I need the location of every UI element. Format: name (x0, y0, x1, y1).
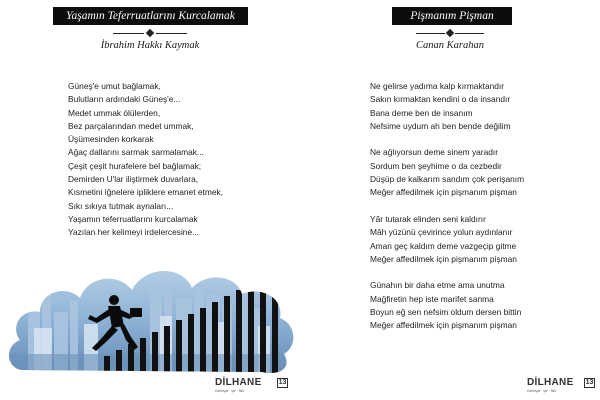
logo-brand: DİLHANE (527, 377, 574, 388)
logo-brand: DİLHANE (215, 377, 262, 388)
issue-badge: 13 (278, 379, 287, 386)
stanza (370, 279, 595, 332)
logo-tagline: edebiyat · şiir · fikir (527, 389, 557, 393)
stanza (370, 213, 595, 266)
issue-badge: 13 (585, 379, 594, 386)
poem-line: Nefsime uydum ah ben bende değilim (370, 120, 511, 131)
poem-line: Medet ummak ölülerden, (68, 107, 161, 118)
poem-line: Ne ağlıyorsun deme sinem yaradır (370, 147, 499, 158)
poem-line: Demirden U'lar iliştirmek duvarlara, (68, 174, 199, 185)
poem-line: Günahın bir daha etme ama unutma (370, 280, 505, 291)
divider-ornament-left (113, 29, 187, 37)
diamond-icon (446, 29, 454, 37)
poem-title-left: Yaşamın Teferruatlarını Kurcalamak (53, 7, 248, 25)
poem-line: Çeşit çeşit hurafelere bel bağlamak; (68, 160, 202, 171)
author-name-right: Canan Karahan (416, 40, 484, 51)
stanza (370, 146, 595, 199)
stanza (370, 80, 595, 133)
publisher-logo-right (527, 377, 597, 395)
poem-line: Meğer affedilmek için pişmanım pişman (370, 187, 517, 198)
poem-line: Mâh yüzünü çevirince yolun aydınlanır (370, 227, 513, 238)
divider-ornament-right (416, 29, 484, 37)
poem-line: Yazılan her kelimeyi irdelercesine... (68, 227, 200, 238)
poem-line: Meğer affedilmek için pişmanım pişman (370, 320, 517, 331)
poem-line: Sıkı sıkıya tutmak aynaları... (68, 200, 174, 211)
poem-line: Boyun eğ sen nefsim oldum dersen bittin (370, 307, 522, 318)
logo-tagline: edebiyat · şiir · fikir (215, 389, 245, 393)
poem-title-right: Pişmanım Pişman (392, 7, 512, 25)
poem-line: Meğer affedilmek için pişmanım pişman (370, 253, 517, 264)
poem-body-right (370, 80, 595, 346)
publisher-logo-left (215, 377, 295, 395)
poem-line: Sakın kırmaktan kendini o da insandır (370, 94, 511, 105)
author-name-left: İbrahim Hakkı Kaymak (100, 40, 200, 51)
cloud-illustration (0, 242, 300, 382)
poem-line: Bulutların ardındaki Güneş'e... (68, 94, 181, 105)
poem-line: Üşümesinden korkarak (68, 134, 154, 145)
poem-line: Bana deme ben de insanım (370, 107, 473, 118)
poem-line: Yaşamın teferruatlarını kurcalamak (68, 213, 198, 224)
poem-body-left (68, 80, 293, 240)
poem-line: Sordum ben şeyhime o da cezbedir (370, 160, 502, 171)
poem-line: Ağaç dallarını sarmak sarmalamak... (68, 147, 204, 158)
diamond-icon (146, 29, 154, 37)
poem-line: Aman geç kaldım deme vazgeçip gitme (370, 240, 517, 251)
poem-line: Mağfiretin hep iste marifet sanma (370, 293, 494, 304)
poem-line: Yâr tutarak elinden seni kaldırır (370, 213, 486, 224)
poem-line: Bez parçalarından medet ummak, (68, 120, 194, 131)
poem-line: Ne gelirse yadıma kalp kırmaktandır (370, 81, 505, 91)
poem-line: Güneş'e umut bağlamak, (68, 81, 161, 91)
poem-line: Kısmetini iğnelere ipliklere emanet etmek, (68, 187, 224, 198)
poem-line: Düşüp de kalkarım sandım çok perişanım (370, 174, 525, 185)
right-page (300, 0, 600, 400)
